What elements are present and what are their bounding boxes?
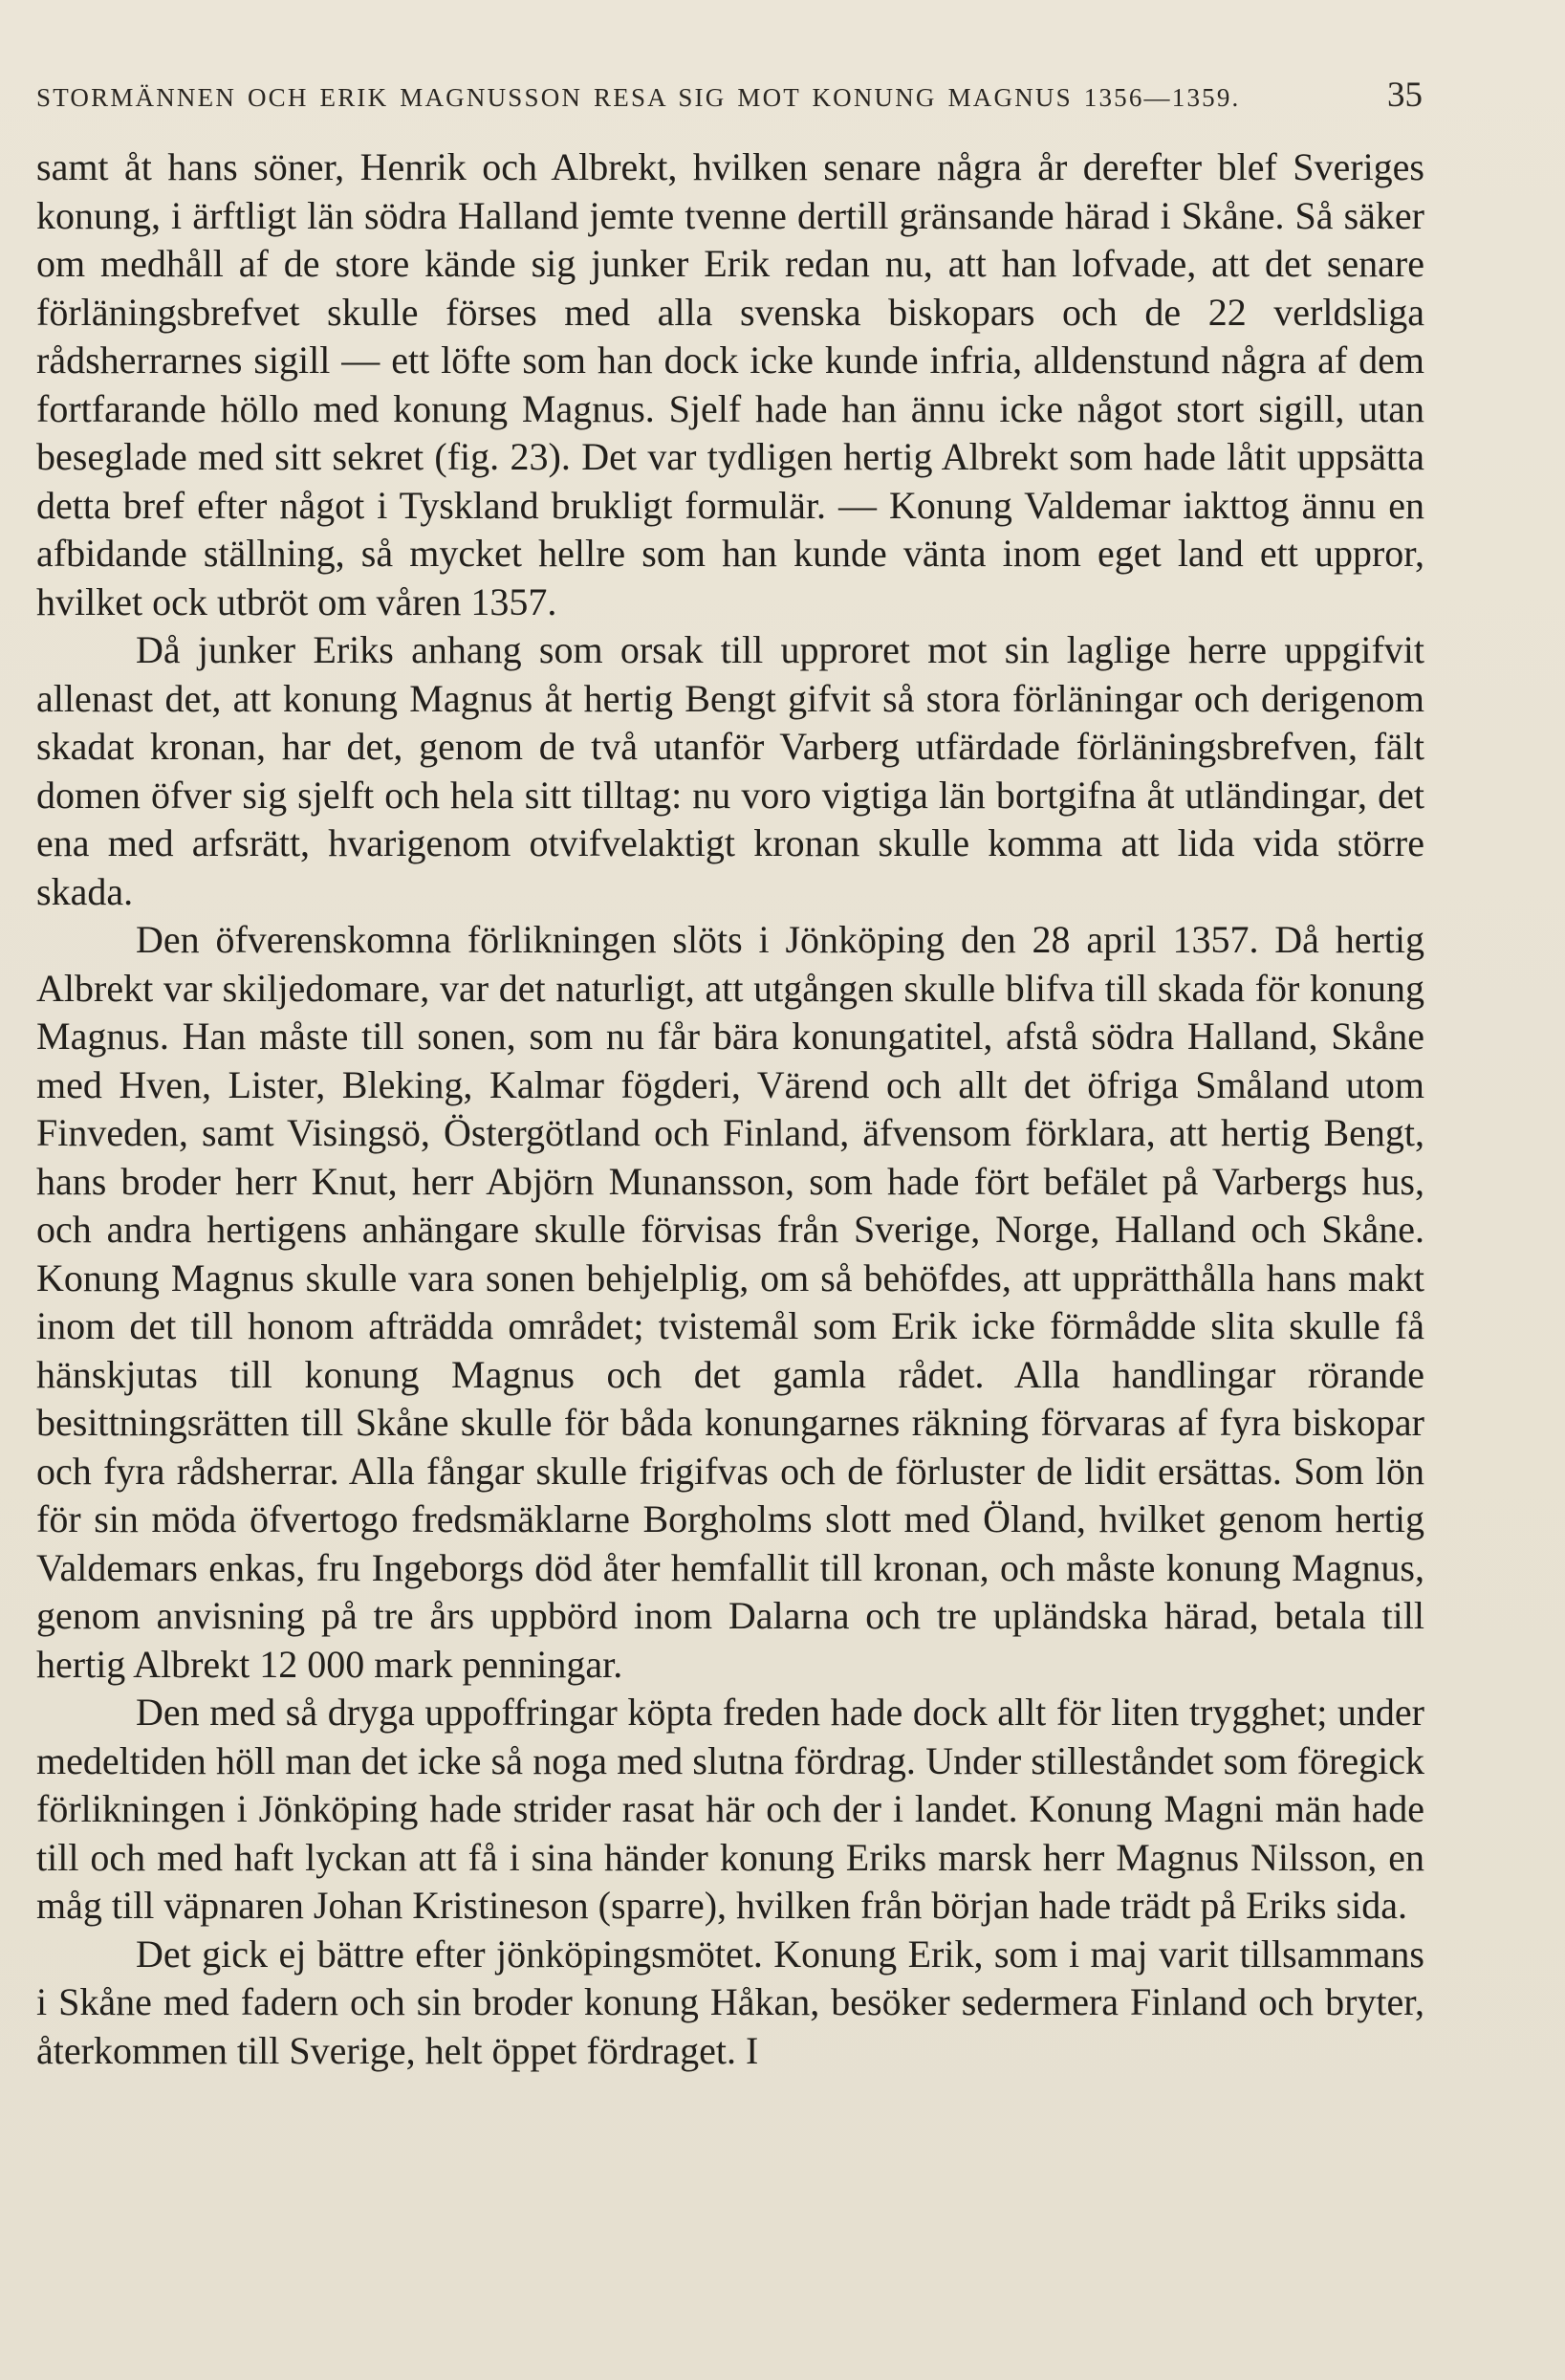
paragraph: Då junker Eriks anhang som orsak till upproret mot sin laglige herre uppgifvit allenast det, att konung Magnus åt hertig Bengt gifvit så stora förläningar och derigenom skadat kronan, har det, genom de två utanför Varberg utfärdade förläningsbrefven, fält domen öfver sig sjelft och hela sitt tilltag: nu voro vigtiga län bortgifna åt utländingar, det ena med arfsrätt, hvarigenom otvifvelaktigt kronan skulle komma att lida vida större skada. [36,628,1424,913]
paragraph: Det gick ej bättre efter jönköpingsmötet. Konung Erik, som i maj varit tillsammans i Skåne med fadern och sin broder konung Håkan, besöker sedermera Finland och bryter, återkommen till Sverige, helt öppet fördraget. I [36,1932,1424,2072]
paragraph: Den öfverenskomna förlikningen slöts i Jönköping den 28 april 1357. Då hertig Albrekt var skiljedomare, var det naturligt, att utgången skulle blifva till skada för konung Magnus. Han måste till sonen, som nu får bära konungatitel, afstå södra Halland, Skåne med Hven, Lister, Bleking, Kalmar fögderi, Värend och allt det öfriga Småland utom Finveden, samt Visingsö, Östergötland och Finland, äfvensom förklara, att hertig Bengt, hans broder herr Knut, herr Abjörn Munansson, som hade fört befälet på Varbergs hus, och andra hertigens anhängare skulle förvisas från Sverige, Norge, Halland och Skåne. Konung Magnus skulle vara sonen behjelplig, om så behöfdes, att upprätthålla hans makt inom det till honom afträdda området; tvistemål som Erik icke förmådde slita skulle få hänskjutas till konung Magnus och det gamla rådet. Alla handlingar rörande besittningsrätten till Skåne skulle för båda konungarnes räkning förvaras af fyra biskopar och fyra rådsherrar. Alla fångar skulle frigifvas och de förluster de lidit ersättas. Som lön för sin möda öfvertogo fredsmäklarne Borgholms slott med Öland, hvilket genom hertig Valdemars enkas, fru Ingeborgs död åter hemfallit till kronan, och måste konung Magnus, genom anvisning på tre års uppbörd inom Dalarna och tre upländska härad, betala till hertig Albrekt 12 000 mark penningar. [36,918,1424,1686]
page-header [36,75,1423,117]
running-head: STORMÄNNEN OCH ERIK MAGNUSSON RESA SIG MOT KONUNG MAGNUS 1356—1359. [36,83,1241,112]
page-number: 35 [1387,76,1423,115]
paragraph: Den med så dryga uppoffringar köpta freden hade dock allt för liten trygghet; under medeltiden höll man det icke så noga med slutna fördrag. Under stilleståndet som föregick förlikningen i Jönköping hade strider rasat här och der i landet. Konung Magni män hade till och med haft lyckan att få i sina händer konung Eriks marsk herr Magnus Nilsson, en måg till väpnaren Johan Kristineson (sparre), hvilken från början hade trädt på Eriks sida. [36,1691,1424,1927]
paragraph: samt åt hans söner, Henrik och Albrekt, hvilken senare några år derefter blef Sveriges konung, i ärftligt län södra Halland jemte tvenne dertill gränsande härad i Skåne. Så säker om medhåll af de store kände sig junker Erik redan nu, att han lofvade, att det senare förläningsbrefvet skulle förses med alla svenska biskopars och de 22 verldsliga rådsherrarnes sigill — ett löfte som han dock icke kunde infria, alldenstund några af dem fortfarande höllo med konung Magnus. Sjelf hade han ännu icke något stort sigill, utan beseglade med sitt sekret (fig. 23). Det var tydligen hertig Albrekt som hade låtit uppsätta detta bref efter något i Tyskland brukligt formulär. — Konung Valdemar iakttog ännu en afbidande ställning, så mycket hellre som han kunde vänta inom eget land ett uppror, hvilket ock utbröt om våren 1357. [36,145,1424,623]
body-text [36,143,1424,2075]
